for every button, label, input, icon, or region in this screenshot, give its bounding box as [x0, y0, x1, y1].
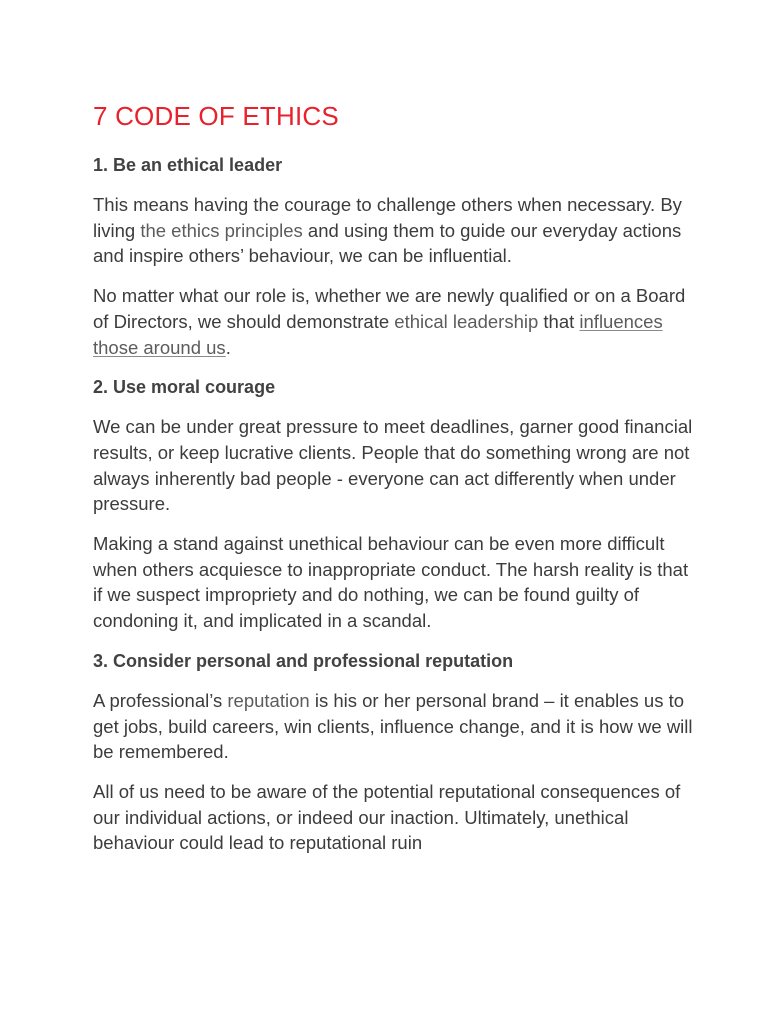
section-1-paragraph-1	[93, 192, 693, 269]
section-3-paragraph-2: All of us need to be aware of the potential reputational consequences of our individual actions, or indeed our inaction. Ultimately, unethical behaviour could lead to reputational ruin	[93, 780, 681, 854]
document-content	[93, 96, 693, 870]
text-run: This means having the courage to challenge others when necessary. By living	[93, 194, 682, 241]
document-title: 7 CODE OF ETHICS	[93, 101, 339, 131]
section-heading-3: 3. Consider personal and professional reputation	[93, 650, 514, 671]
section-1-paragraph-2	[93, 283, 693, 360]
text-run: .	[225, 336, 231, 358]
text-run: and using them to guide our everyday actions and inspire others’ behaviour, we can be influential.	[93, 219, 682, 267]
section-3-paragraph-1	[93, 688, 693, 765]
text-run: A professional’s	[93, 689, 228, 711]
influences-link[interactable]: influences those around us	[93, 310, 663, 358]
text-run: No matter what our role is, whether we are newly qualified or on a Board of Directors, we should demonstrate	[93, 285, 686, 332]
section-2-paragraph-2: Making a stand against unethical behaviour can be even more difficult when others acquiesce to inappropriate conduct. The harsh reality is that if we suspect impropriety and do nothing, we can be found guilty of condoning it, and implicated in a scandal.	[93, 533, 689, 632]
text-run: is his or her personal brand – it enables us to get jobs, build careers, win clients, influence change, and it is how we will be remembered.	[93, 689, 693, 763]
text-run: that	[538, 310, 580, 332]
reputation-link[interactable]: reputation	[227, 689, 310, 711]
ethical-leadership-link[interactable]: ethical leadership	[394, 310, 539, 332]
section-heading-1: 1. Be an ethical leader	[93, 155, 283, 175]
ethics-principles-link[interactable]: the ethics principles	[140, 219, 303, 241]
section-2-paragraph-1: We can be under great pressure to meet deadlines, garner good financial results, or keep lucrative clients. People that do something wrong are not always inherently bad people - everyone can act differently when under pressure.	[93, 416, 693, 515]
section-heading-2: 2. Use moral courage	[93, 377, 276, 398]
